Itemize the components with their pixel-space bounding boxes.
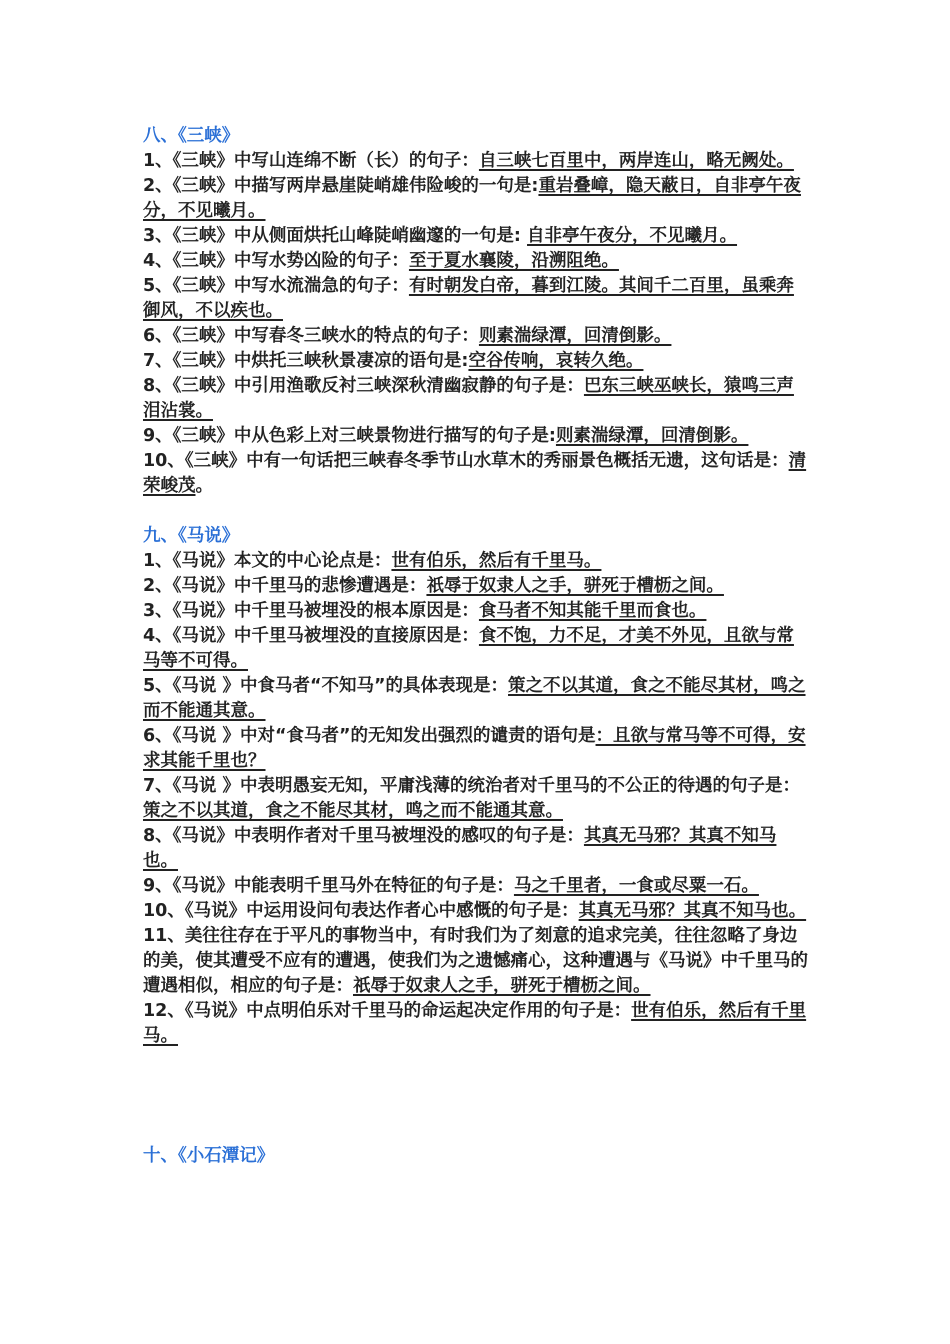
question-text: 3、《马说》中千里马被埋没的根本原因是： (143, 601, 479, 621)
list-item (143, 624, 811, 674)
answer-text: 重岩叠嶂，隐天蔽日，自非亭午夜分，不见曦月。 (143, 176, 801, 221)
list-item (143, 574, 811, 599)
list-item (143, 449, 811, 499)
question-text: 4、《三峡》中写水势凶险的句子： (143, 251, 409, 271)
answer-text: 其真无马邪？其真不知马也。 (578, 901, 807, 921)
answer-text: 食马者不知其能千里而食也。 (478, 601, 707, 621)
answer-text: 马之千里者，一食或尽粟一石。 (513, 876, 759, 896)
question-text: 9、《马说》中能表明千里马外在特征的句子是： (143, 876, 514, 896)
section-spacer (143, 1049, 811, 1144)
list-item (143, 374, 811, 424)
question-text: 7、《三峡》中烘托三峡秋景凄凉的语句是: (143, 351, 469, 371)
list-item (143, 249, 811, 274)
answer-text: 世有伯乐，然后有千里马。 (143, 1001, 807, 1046)
question-text: 4、《马说》中千里马被埋没的直接原因是： (143, 626, 479, 646)
answer-text: 自三峡七百里中，两岸连山，略无阙处。 (478, 151, 794, 171)
question-text: 9、《三峡》中从色彩上对三峡景物进行描写的句子是: (143, 426, 556, 446)
question-text: 6、《马说 》中对“食马者”的无知发出强烈的谴责的语句是 (143, 726, 596, 746)
list-item (143, 674, 811, 724)
list-item (143, 874, 811, 899)
answer-text: 祇辱于奴隶人之手，骈死于槽枥之间。 (353, 976, 651, 996)
list-item (143, 774, 811, 824)
answer-text: 食不饱，力不足，才美不外见，且欲与常马等不可得。 (143, 626, 794, 671)
list-item (143, 224, 811, 249)
document-page (143, 124, 811, 1169)
question-text: 6、《三峡》中写春冬三峡水的特点的句子： (143, 326, 479, 346)
section-heading-mashuo: 九、《马说》 (143, 526, 240, 546)
answer-text: 策之不以其道，食之不能尽其材，鸣之而不能通其意。 (143, 801, 563, 821)
list-item (143, 549, 811, 574)
list-item (143, 899, 811, 924)
answer-text: 巴东三峡巫峡长，猿鸣三声泪沾裳。 (143, 376, 794, 421)
question-text: 2、《三峡》中描写两岸悬崖陡峭雄伟险峻的一句是: (143, 176, 539, 196)
answer-tail: 。 (195, 476, 213, 496)
question-text: 10、《三峡》中有一句话把三峡春冬季节山水草木的秀丽景色概括无遗，这句话是： (143, 451, 789, 471)
question-text: 5、《马说 》中食马者“不知马”的具体表现是： (143, 676, 509, 696)
list-item (143, 824, 811, 874)
list-item (143, 349, 811, 374)
question-text: 8、《马说》中表明作者对千里马被埋没的感叹的句子是： (143, 826, 584, 846)
question-text: 2、《马说》中千里马的悲惨遭遇是： (143, 576, 427, 596)
section-spacer (143, 499, 811, 524)
answer-text: 空谷传响，哀转久绝。 (468, 351, 644, 371)
answer-text: 清荣峻茂 (143, 451, 807, 496)
answer-text: 其真无马邪？其真不知马也。 (143, 826, 777, 871)
list-item (143, 599, 811, 624)
question-text: 10、《马说》中运用设问句表达作者心中感慨的句子是： (143, 901, 579, 921)
list-item (143, 274, 811, 324)
answer-text: ：且欲与常马等不可得，安求其能千里也？ (143, 726, 806, 771)
question-text: 7、《马说 》中表明愚妄无知，平庸浅薄的统治者对千里马的不公正的待遇的句子是： (143, 776, 801, 796)
answer-text: 则素湍绿潭，回清倒影。 (478, 326, 672, 346)
question-text: 5、《三峡》中写水流湍急的句子： (143, 276, 409, 296)
list-item (143, 174, 811, 224)
answer-text: 世有伯乐，然后有千里马。 (391, 551, 602, 571)
question-text: 11、美往往存在于平凡的事物当中，有时我们为了刻意的追求完美，往往忽略了身边的美，使其遭受不应有的遭遇，使我们为之遗憾痛心，这种遭遇与《马说》中千里马的遭遇相似，相应的句子是： (143, 926, 808, 996)
question-text: 1、《马说》本文的中心论点是： (143, 551, 392, 571)
answer-text: 至于夏水襄陵，沿溯阻绝。 (408, 251, 619, 271)
answer-text: 策之不以其道，食之不能尽其材，鸣之而不能通其意。 (143, 676, 806, 721)
section-heading-xiaoshitanji: 十、《小石潭记》 (143, 1146, 275, 1166)
question-text: 3、《三峡》中从侧面烘托山峰陡峭幽邃的一句是: (143, 226, 528, 246)
answer-text: 自非亭午夜分，不见曦月。 (527, 226, 738, 246)
answer-text: 则素湍绿潭，回清倒影。 (555, 426, 749, 446)
question-text: 1、《三峡》中写山连绵不断（长）的句子： (143, 151, 479, 171)
list-item (143, 324, 811, 349)
question-text: 8、《三峡》中引用渔歌反衬三峡深秋清幽寂静的句子是： (143, 376, 584, 396)
list-item (143, 424, 811, 449)
section-heading-sanxia: 八、《三峡》 (143, 126, 240, 146)
list-item (143, 924, 811, 999)
answer-text: 有时朝发白帝，暮到江陵。其间千二百里，虽乘奔御风，不以疾也。 (143, 276, 794, 321)
answer-text: 祇辱于奴隶人之手，骈死于槽枥之间。 (426, 576, 724, 596)
list-item (143, 724, 811, 774)
list-item (143, 149, 811, 174)
question-text: 12、《马说》中点明伯乐对千里马的命运起决定作用的句子是： (143, 1001, 632, 1021)
list-item (143, 999, 811, 1049)
